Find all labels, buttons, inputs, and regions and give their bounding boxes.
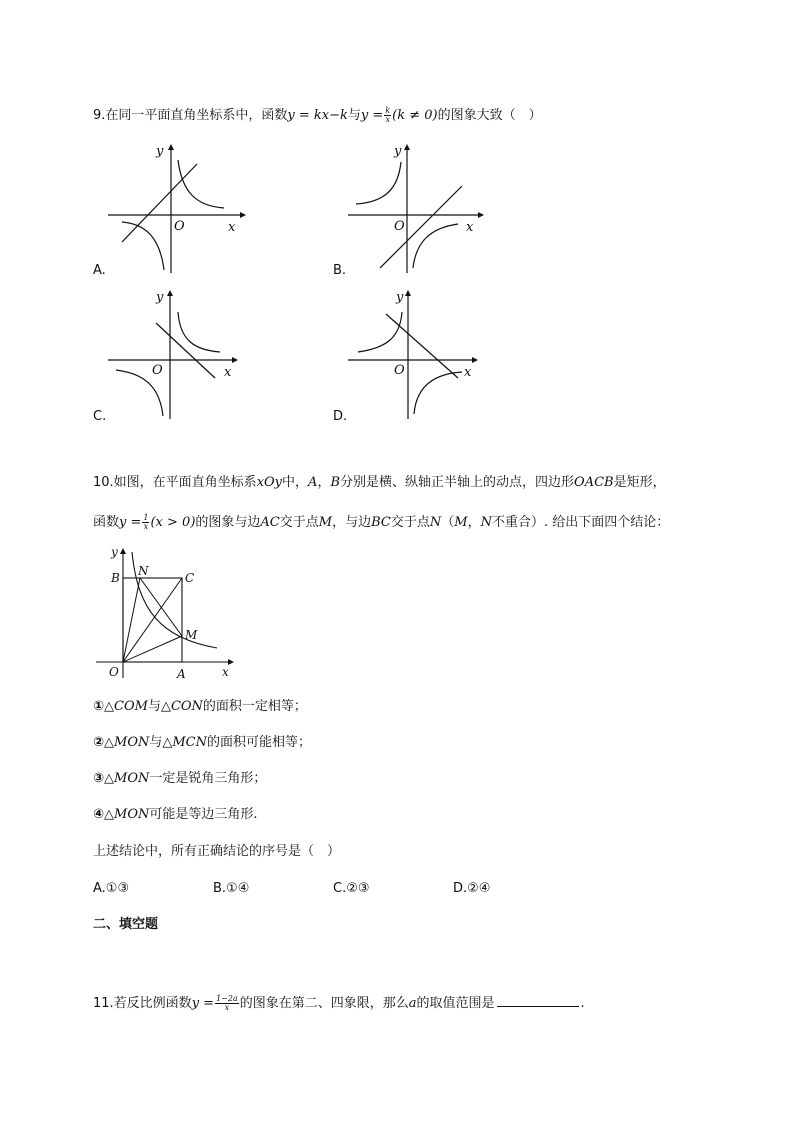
q10-option-b[interactable]: B.①④ [213, 881, 250, 896]
conclusion-4 [93, 806, 258, 824]
math: B [330, 475, 341, 490]
q11-fraction [215, 995, 239, 1012]
q10-fraction-denominator: x [143, 522, 149, 531]
text: 10.如图，在平面直角坐标系 [93, 475, 257, 490]
text: 的面积一定相等； [202, 699, 307, 714]
text: ，与边 [332, 515, 372, 530]
text: 交于点 [390, 515, 430, 530]
y-label: y [111, 545, 118, 559]
x-axis-arrow [478, 212, 484, 218]
q10-line-2 [93, 514, 669, 532]
math: MON [114, 771, 150, 786]
y-label: y [396, 290, 404, 305]
circled-number: ① [93, 699, 105, 714]
text: ， [467, 515, 481, 530]
y-axis-arrow [120, 548, 126, 554]
y-axis-arrow [168, 144, 174, 150]
q10-fraction-numerator: 1 [143, 513, 149, 522]
text: 与△ [147, 699, 171, 714]
conclusion-3 [93, 770, 266, 788]
text: △ [104, 735, 115, 750]
math: MON [114, 807, 150, 822]
y-label: y [394, 144, 402, 159]
math: OACB [574, 475, 614, 490]
y-axis-arrow [167, 290, 173, 296]
q9-graph-b [340, 140, 490, 276]
point-n-label: N [138, 564, 149, 578]
math: BC [371, 515, 391, 530]
origin-label: O [394, 219, 405, 234]
text: 交于点 [279, 515, 319, 530]
hyperbola-branch-2 [413, 224, 458, 268]
point-b-label: B [111, 571, 120, 585]
math: COM [114, 699, 148, 714]
math: a [408, 996, 417, 1011]
q10-fraction [142, 514, 149, 531]
q10-line-1 [93, 474, 666, 492]
hyperbola-branch-2 [122, 222, 164, 270]
conclusion-1 [93, 698, 307, 716]
q10-figure [92, 542, 242, 682]
hyperbola-branch-2 [414, 372, 462, 414]
circled-number: ④ [93, 807, 105, 822]
point-c-label: C [185, 571, 195, 585]
text: 中， [282, 475, 309, 490]
math: N [429, 515, 442, 530]
x-axis-arrow [232, 357, 238, 363]
hyperbola-branch-1 [178, 160, 224, 208]
y-axis-arrow [404, 144, 410, 150]
origin-label: O [174, 219, 185, 234]
q9-option-c[interactable]: C. [93, 409, 107, 424]
q9-text-2: 与 [347, 108, 361, 123]
conclusion-2 [93, 734, 311, 752]
origin-label: O [394, 363, 405, 378]
x-label: x [228, 220, 236, 235]
circled-number: ② [93, 735, 105, 750]
q10-ask: 上述结论中，所有正确结论的序号是（ ） [93, 844, 341, 859]
text: 分别是横、纵轴正半轴上的动点，四边形 [340, 475, 575, 490]
hyperbola-branch-1 [358, 312, 402, 352]
q9-graph-d [340, 286, 490, 422]
math: M [318, 515, 333, 530]
q9-condition: (k ≠ 0) [392, 108, 438, 123]
q9-option-d[interactable]: D. [333, 409, 348, 424]
text: 与△ [149, 735, 173, 750]
q9-number: 9. [93, 108, 106, 123]
q9-stem [93, 107, 542, 125]
x-label: x [464, 365, 472, 380]
math: MCN [172, 735, 207, 750]
linear-graph [380, 186, 462, 268]
circled-number: ③ [93, 771, 105, 786]
x-axis-arrow [240, 212, 246, 218]
text: 一定是锐角三角形； [149, 771, 267, 786]
q9-text-3: 的图象大致（ ） [437, 108, 542, 123]
q10-option-c[interactable]: C.②③ [333, 881, 370, 896]
point-a-label: A [177, 667, 186, 681]
x-label: x [224, 365, 232, 380]
text: 是矩形， [613, 475, 666, 490]
text: 11.若反比例函数 [93, 996, 192, 1011]
q11-fraction-numerator: 1−2a [216, 994, 238, 1003]
math: y = [119, 515, 142, 530]
q9-fraction-numerator: k [385, 106, 391, 115]
origin-label: O [109, 665, 119, 679]
text: （ [441, 515, 455, 530]
math: y = [191, 996, 215, 1011]
q9-graph-a [100, 140, 250, 276]
text: 函数 [93, 515, 120, 530]
q10-option-a[interactable]: A.①③ [93, 881, 130, 896]
linear-graph [156, 323, 215, 378]
q11-fraction-denominator: x [224, 1003, 230, 1012]
q10-option-d[interactable]: D.②④ [453, 881, 491, 896]
answer-blank[interactable] [497, 993, 579, 1007]
text: 不重合）. 给出下面四个结论： [491, 515, 670, 530]
hyperbola-branch-1 [178, 312, 220, 352]
text: 的面积可能相等； [207, 735, 312, 750]
text: . [580, 996, 585, 1011]
math: MON [114, 735, 150, 750]
x-axis-arrow [472, 357, 478, 363]
math: A [308, 475, 318, 490]
math: xOy [256, 475, 283, 490]
q9-option-b[interactable]: B. [333, 263, 347, 278]
text: △ [104, 771, 115, 786]
text: △ [104, 699, 115, 714]
math: (x > 0) [150, 515, 196, 530]
math: M [454, 515, 468, 530]
q9-option-a[interactable]: A. [93, 263, 106, 278]
point-m-label: M [185, 628, 198, 642]
q9-linear-function: y = kx−k [287, 108, 348, 123]
origin-label: O [152, 363, 163, 378]
section-title: 二、填空题 [93, 917, 159, 932]
text: 可能是等边三角形. [149, 807, 258, 822]
x-axis-arrow [228, 659, 234, 665]
math: N [480, 515, 492, 530]
x-label: x [466, 220, 474, 235]
q9-graph-c [100, 286, 250, 422]
text: 的图象在第二、四象限，那么 [239, 996, 409, 1011]
text: △ [104, 807, 115, 822]
hyperbola-branch-1 [356, 162, 401, 204]
linear-graph [122, 164, 197, 242]
q9-fraction [384, 107, 391, 124]
text: ， [317, 475, 331, 490]
q9-text-1: 在同一平面直角坐标系中，函数 [105, 108, 288, 123]
y-label: y [156, 144, 164, 159]
y-axis-arrow [405, 290, 411, 296]
q9-inverse-lhs: y = [360, 108, 384, 123]
q11-stem [93, 993, 585, 1013]
y-label: y [156, 290, 164, 305]
math: AC [260, 515, 280, 530]
q9-fraction-denominator: x [385, 115, 390, 124]
text: 的取值范围是 [416, 996, 495, 1011]
text: 的图象与边 [195, 515, 261, 530]
x-label: x [222, 665, 229, 679]
math: CON [170, 699, 203, 714]
